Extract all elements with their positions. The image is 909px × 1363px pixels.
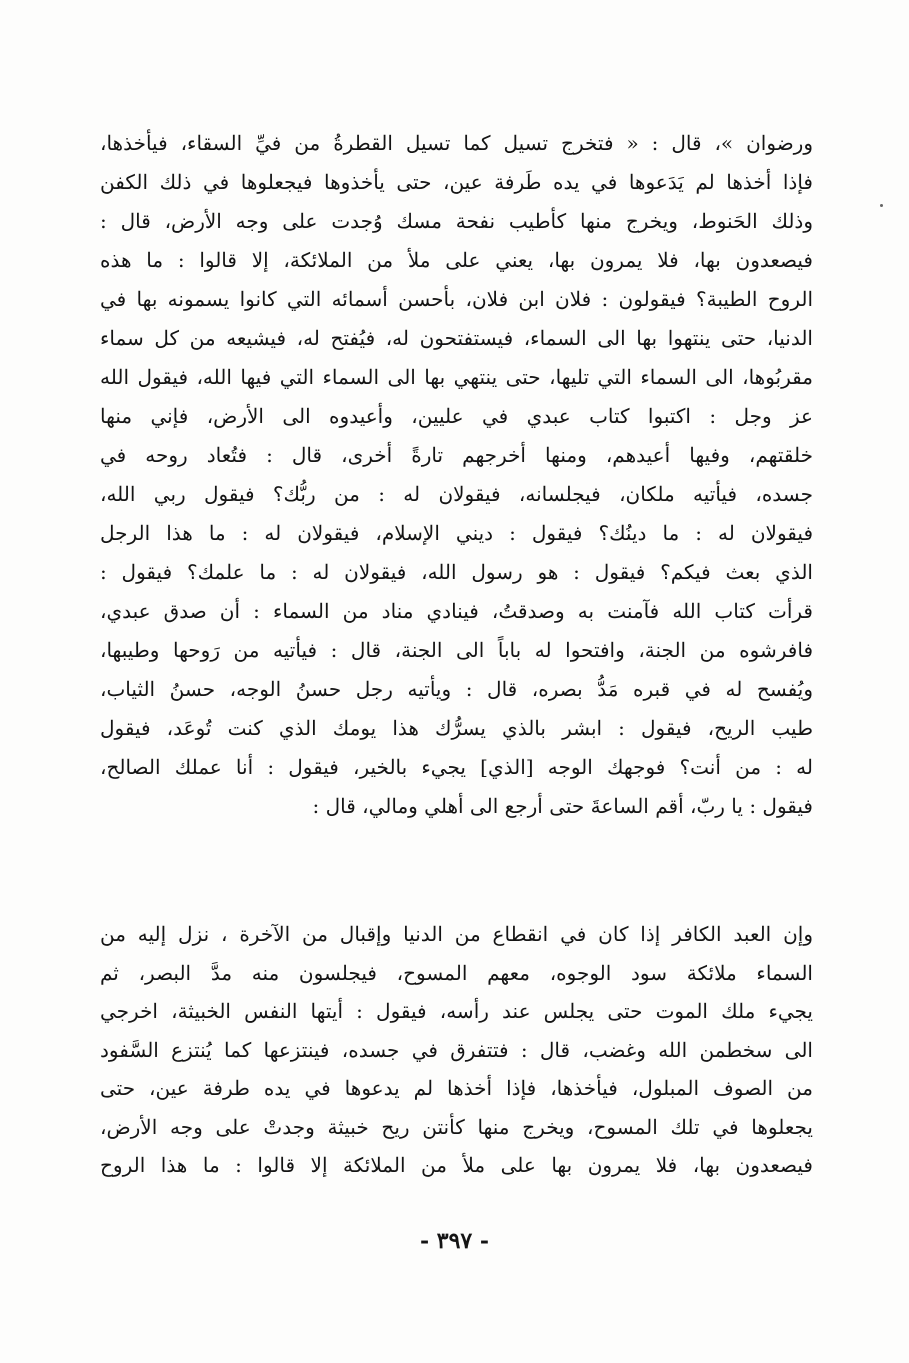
text-line: فيصعدون بها، فلا يمرون بها، يعني على ملأ من الملائكة، إلا قالوا : ما هذه bbox=[100, 248, 813, 272]
text-line: ويُفسح له في قبره مَدُّ بصره، قال : ويأتيه رجل حسنُ الوجه، حسنُ الثياب، bbox=[100, 677, 813, 701]
text-line: وإن العبد الكافر إذا كان في انقطاع من الدنيا وإقبال من الآخرة ، نزل إليه من bbox=[100, 922, 813, 946]
text-line: ورضوان »، قال : « فتخرج تسيل كما تسيل القطرةُ من فيِّ السقاء، فيأخذها، bbox=[100, 131, 813, 155]
text-line: السماء ملائكة سود الوجوه، معهم المسوح، فيجلسون منه مدَّ البصر، ثم bbox=[100, 960, 813, 985]
text-line: فإذا أخذها لم يَدَعوها في يده طَرفة عين، حتى يأخذوها فيجعلوها في ذلك الكفن bbox=[100, 170, 813, 194]
text-line: فيقول : يا ربّ، أقم الساعةَ حتى أرجع الى أهلي ومالي، قال : bbox=[312, 794, 813, 818]
text-line: له : من أنت؟ فوجهك الوجه [الذي] يجيء بالخير، فيقول : أنا عملك الصالح، bbox=[100, 755, 813, 779]
text-line: فافرشوه من الجنة، وافتحوا له باباً الى الجنة، قال : فيأتيه من رَوحها وطيبها، bbox=[100, 638, 813, 662]
text-line: يجعلوها في تلك المسوح، ويخرج منها كأنتن ريح خبيثة وجدتْ على وجه الأرض، bbox=[100, 1114, 813, 1139]
text-line: جسده، فيأتيه ملكان، فيجلسانه، فيقولان له : من ربُّك؟ فيقول ربي الله، bbox=[100, 482, 813, 506]
text-line: مقربُوها، الى السماء التي تليها، حتى ينتهي بها الى السماء التي فيها الله، فيقول الله bbox=[100, 365, 813, 389]
text-line: خلقتهم، وفيها أعيدهم، ومنها أخرجهم تارةً أخرى، قال : فتُعاد روحه في bbox=[100, 443, 813, 467]
text-line: وذلك الحَنوط، ويخرج منها كأطيب نفحة مسك وُجدت على وجه الأرض، قال : bbox=[100, 209, 813, 233]
paragraph-2 bbox=[100, 915, 813, 1185]
text-line: فيقولان له : ما دينُك؟ فيقول : ديني الإسلام، فيقولان له : ما هذا الرجل bbox=[100, 521, 813, 545]
text-line: فيصعدون بها، فلا يمرون بها على ملأ من الملائكة إلا قالوا : ما هذا الروح bbox=[100, 1153, 813, 1177]
text-line: من الصوف المبلول، فيأخذها، فإذا أخذها لم يدعوها في يده طرفة عين، حتى bbox=[100, 1076, 813, 1100]
text-line: طيب الريح، فيقول : ابشر بالذي يسرُّك هذا يومك الذي كنت تُوعَد، فيقول bbox=[100, 716, 813, 740]
text-line: قرأت كتاب الله فآمنت به وصدقتُ، فينادي مناد من السماء : أن صدق عبدي، bbox=[100, 599, 813, 623]
text-line: يجيء ملك الموت حتى يجلس عند رأسه، فيقول : أيتها النفس الخبيثة، اخرجي bbox=[100, 999, 813, 1023]
text-line: الدنيا، حتى ينتهوا بها الى السماء، فيستفتحون له، فيُفتح له، فيشيعه من كل سماء bbox=[100, 326, 813, 350]
text-line: الى سخطمن الله وغضب، قال : فتتفرق في جسده، فينتزعها كما يُنتزع السَّفود bbox=[100, 1037, 813, 1062]
paper-speck bbox=[880, 204, 883, 207]
text-line: الروح الطيبة؟ فيقولون : فلان ابن فلان، بأحسن أسمائه التي كانوا يسمونه بها في bbox=[100, 287, 813, 311]
page-number: - ٣٩٧ - bbox=[419, 1228, 490, 1254]
paragraph-1 bbox=[100, 124, 813, 826]
text-line: عز وجل : اكتبوا كتاب عبدي في عليين، وأعيدوه الى الأرض، فإني منها bbox=[100, 404, 813, 428]
text-line: الذي بعث فيكم؟ فيقول : هو رسول الله، فيقولان له : ما علمك؟ فيقول : bbox=[100, 560, 813, 584]
